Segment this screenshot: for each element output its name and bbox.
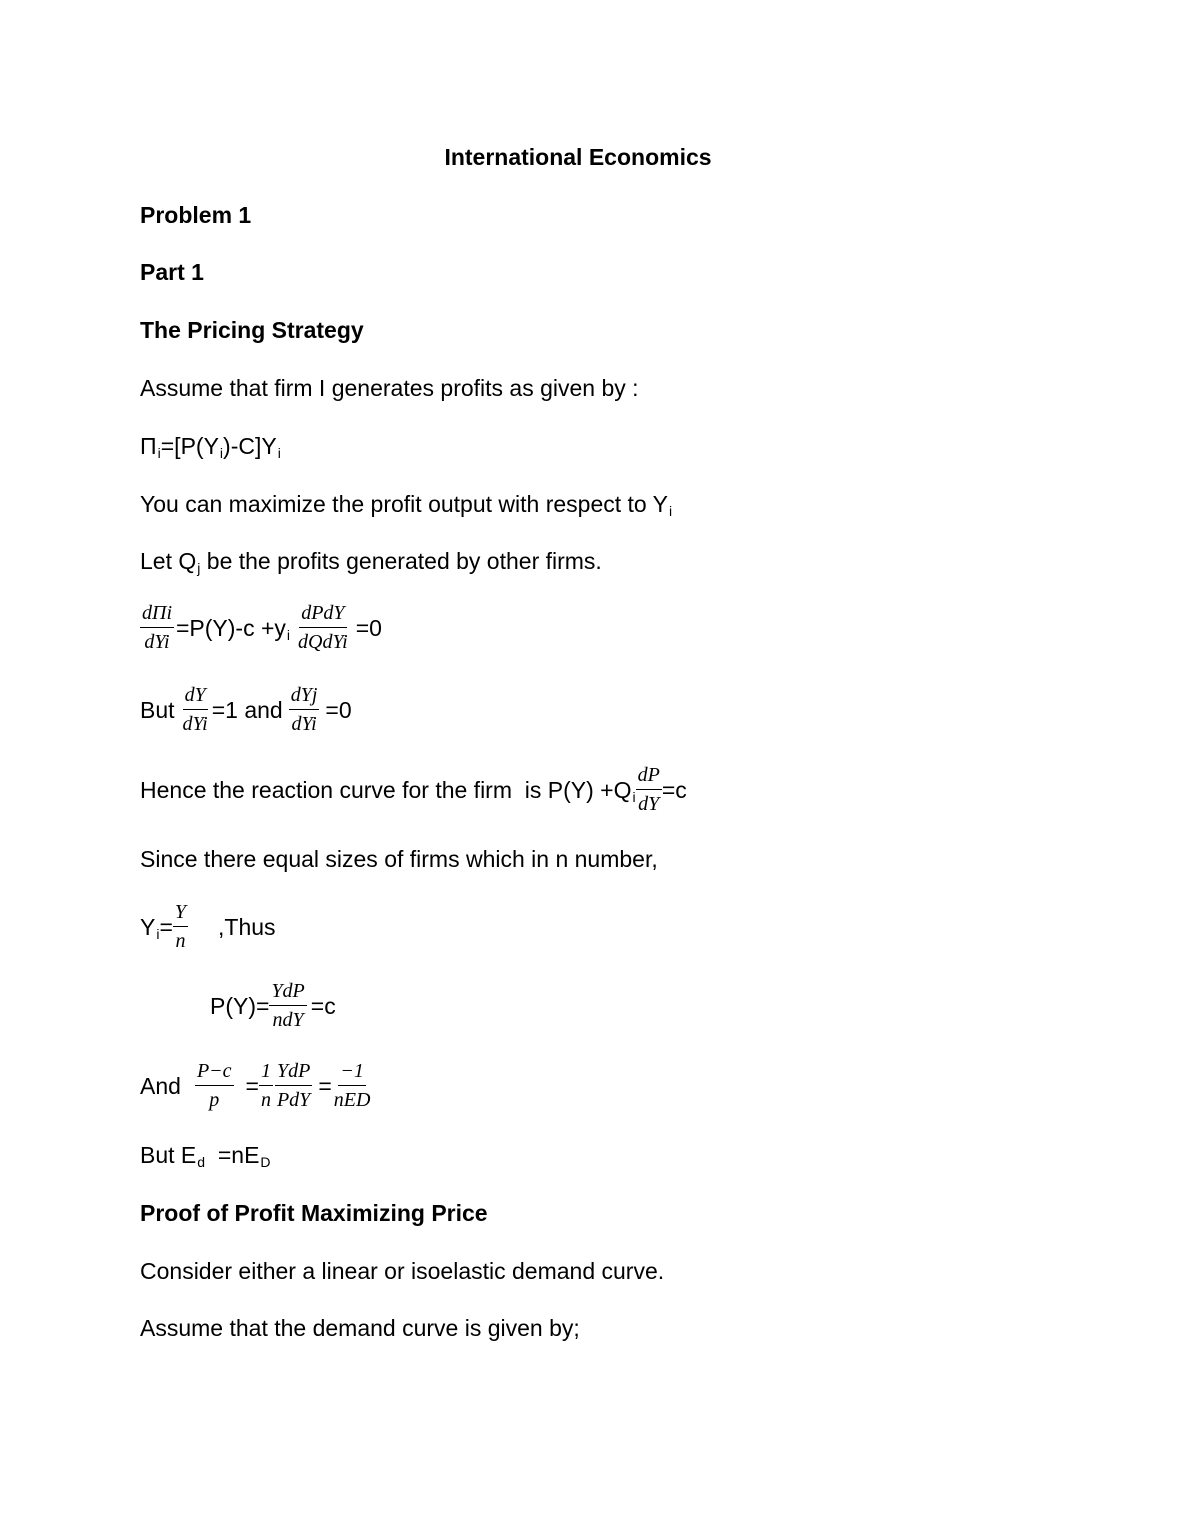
fraction-denominator: dY <box>638 793 660 815</box>
but-ed-mid: =nE <box>205 1142 260 1168</box>
ed-subscript: d <box>197 1154 206 1170</box>
let-q-subscript: j <box>197 560 201 576</box>
consider-paragraph: Consider either a linear or isoelastic demand curve. <box>140 1258 665 1284</box>
dy-dyi-fraction <box>181 683 210 736</box>
py-end: =c <box>310 992 336 1019</box>
reaction-end: =c <box>661 776 687 803</box>
proof-heading: Proof of Profit Maximizing Price <box>140 1200 488 1226</box>
but-end: =0 <box>325 696 352 723</box>
fraction-denominator: dYi <box>144 631 170 653</box>
derivative-equation <box>140 601 382 654</box>
derivative-subscript: i <box>286 626 291 643</box>
one-over-n-fraction <box>259 1059 273 1112</box>
end-subscript: i <box>277 445 281 461</box>
fraction-denominator: n <box>260 1089 271 1111</box>
fraction-denominator: p <box>209 1089 220 1111</box>
assume-profits-paragraph: Assume that firm I generates profits as given by : <box>140 375 639 401</box>
dpi-dyi-fraction <box>140 601 174 654</box>
fraction-denominator: nED <box>333 1089 371 1111</box>
strategy-heading: The Pricing Strategy <box>140 317 364 343</box>
fraction-numerator: YdP <box>275 1059 312 1086</box>
since-equal-paragraph: Since there equal sizes of firms which in n number, <box>140 846 658 872</box>
yi-thus: ,Thus <box>218 913 276 940</box>
fraction-numerator: dΠi <box>140 601 174 628</box>
yi-subscript: i <box>156 925 160 942</box>
maximize-subscript: i <box>669 503 673 519</box>
fraction-numerator: YdP <box>269 979 306 1006</box>
derivative-end: =0 <box>355 614 382 641</box>
derivative-middle: =P(Y)-c +y <box>176 614 286 641</box>
yi-lead: Y <box>140 913 156 940</box>
and-equation <box>140 1059 372 1112</box>
document-title: International Economics <box>444 144 712 170</box>
yi-equals: = <box>159 913 173 940</box>
reaction-equation <box>140 763 687 816</box>
fraction-numerator: dY <box>183 683 208 710</box>
py-lead: P(Y)= <box>210 992 270 1019</box>
but-lead: But <box>140 696 175 723</box>
dyj-dyi-fraction <box>289 683 320 736</box>
ydp-ndy-fraction <box>269 979 306 1032</box>
but-ed-equation <box>140 1141 271 1169</box>
and-lead: And <box>140 1072 181 1099</box>
pi-symbol: Π <box>140 433 157 459</box>
pi-subscript: i <box>157 445 161 461</box>
and-equals-1: = <box>245 1072 259 1099</box>
but-equation <box>140 683 352 736</box>
let-q-paragraph <box>140 547 602 575</box>
fraction-numerator: dYj <box>289 683 320 710</box>
and-equals-2: = <box>318 1072 332 1099</box>
fraction-numerator: Y <box>173 900 188 927</box>
p-minus-c-fraction <box>195 1059 234 1112</box>
but-ed-lead: But E <box>140 1142 197 1168</box>
yi-equation <box>140 900 276 953</box>
but-middle: =1 and <box>211 696 283 723</box>
ydp-pdy-fraction <box>275 1059 312 1112</box>
problem-heading: Problem 1 <box>140 202 252 228</box>
fraction-numerator: 1 <box>259 1059 273 1086</box>
fraction-denominator: ndY <box>272 1009 304 1031</box>
part-heading: Part 1 <box>140 259 204 285</box>
fraction-numerator: P−c <box>195 1059 234 1086</box>
dp-dy-fraction <box>636 763 662 816</box>
maximize-text: You can maximize the profit output with respect to Y <box>140 491 669 517</box>
dpdy-dqdyi-fraction <box>296 601 350 654</box>
profit-equation-body: =[P(Y <box>160 433 219 459</box>
reaction-subscript: i <box>632 788 636 805</box>
reaction-text: Hence the reaction curve for the firm is P(Y) +Q <box>140 776 632 803</box>
fraction-numerator: dPdY <box>299 601 346 628</box>
fraction-numerator: dP <box>636 763 662 790</box>
ed-capital-subscript: D <box>260 1154 271 1170</box>
assume-demand-paragraph: Assume that the demand curve is given by; <box>140 1315 580 1341</box>
py-equation <box>210 979 336 1032</box>
fraction-denominator: n <box>175 930 186 952</box>
y-over-n-fraction <box>173 900 188 953</box>
fraction-denominator: PdY <box>276 1089 311 1111</box>
fraction-numerator: −1 <box>338 1059 366 1086</box>
y-subscript: i <box>219 445 224 461</box>
profit-equation <box>140 432 281 460</box>
let-q-text: Let Q <box>140 548 197 574</box>
let-q-rest: be the profits generated by other firms. <box>200 548 602 574</box>
maximize-paragraph <box>140 490 672 518</box>
minus-one-over-ned-fraction <box>332 1059 373 1112</box>
fraction-denominator: dYi <box>182 713 208 735</box>
fraction-denominator: dQdYi <box>298 631 348 653</box>
profit-equation-mid: )-C]Y <box>223 433 277 459</box>
fraction-denominator: dYi <box>291 713 317 735</box>
